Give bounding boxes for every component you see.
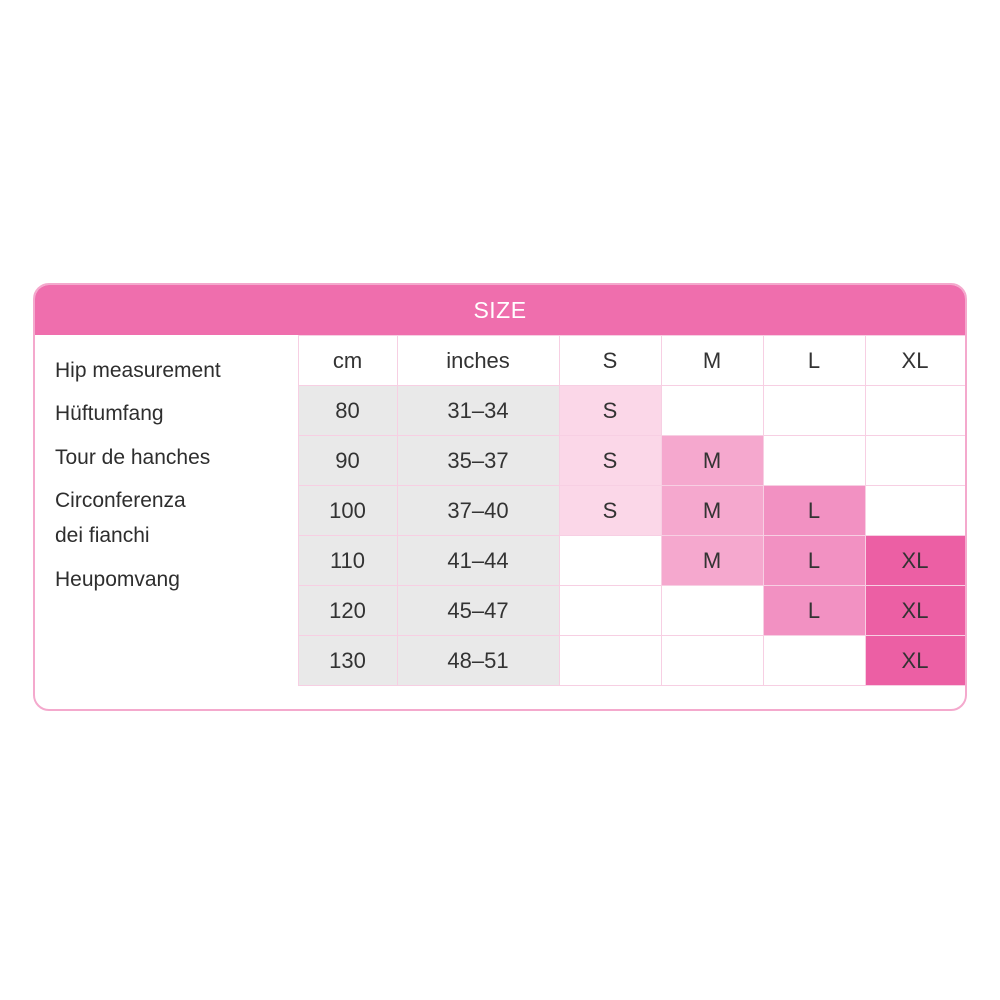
cell-xl: XL bbox=[865, 536, 965, 586]
column-header-s: S bbox=[559, 336, 661, 386]
cell-s: S bbox=[559, 436, 661, 486]
cell-cm: 90 bbox=[298, 436, 397, 486]
cell-xl: XL bbox=[865, 586, 965, 636]
cell-inches: 31–34 bbox=[397, 386, 559, 436]
size-chart-header bbox=[35, 285, 965, 335]
cell-l: L bbox=[763, 586, 865, 636]
label-de: Hüftumfang bbox=[55, 402, 164, 426]
cell-m: M bbox=[661, 536, 763, 586]
cell-m: M bbox=[661, 486, 763, 536]
cell-xl bbox=[865, 486, 965, 536]
size-chart-title: SIZE bbox=[473, 296, 527, 323]
table-header-row bbox=[35, 336, 965, 386]
column-header-l: L bbox=[763, 336, 865, 386]
measurement-labels-cell bbox=[35, 336, 298, 686]
cell-m bbox=[661, 586, 763, 636]
label-en: Hip measurement bbox=[55, 358, 221, 382]
measurement-labels bbox=[35, 336, 298, 598]
cell-s: S bbox=[559, 486, 661, 536]
cell-cm: 110 bbox=[298, 536, 397, 586]
label-it-line2: dei fianchi bbox=[55, 524, 150, 548]
cell-inches: 37–40 bbox=[397, 486, 559, 536]
column-header-xl: XL bbox=[865, 336, 965, 386]
label-fr: Tour de hanches bbox=[55, 445, 211, 469]
cell-xl: XL bbox=[865, 636, 965, 686]
cell-inches: 45–47 bbox=[397, 586, 559, 636]
cell-l bbox=[763, 386, 865, 436]
cell-s bbox=[559, 586, 661, 636]
label-it-line1: Circonferenza bbox=[55, 489, 186, 513]
column-header-m: M bbox=[661, 336, 763, 386]
label-nl: Heupomvang bbox=[55, 567, 180, 591]
cell-xl bbox=[865, 386, 965, 436]
cell-m bbox=[661, 636, 763, 686]
cell-cm: 130 bbox=[298, 636, 397, 686]
cell-s bbox=[559, 536, 661, 586]
cell-l bbox=[763, 436, 865, 486]
cell-s: S bbox=[559, 386, 661, 436]
size-chart-table bbox=[35, 335, 966, 686]
size-chart-card bbox=[33, 283, 967, 711]
cell-cm: 80 bbox=[298, 386, 397, 436]
cell-l: L bbox=[763, 486, 865, 536]
cell-l bbox=[763, 636, 865, 686]
cell-m bbox=[661, 386, 763, 436]
cell-inches: 35–37 bbox=[397, 436, 559, 486]
cell-cm: 120 bbox=[298, 586, 397, 636]
cell-inches: 48–51 bbox=[397, 636, 559, 686]
cell-cm: 100 bbox=[298, 486, 397, 536]
cell-m: M bbox=[661, 436, 763, 486]
cell-xl bbox=[865, 436, 965, 486]
cell-l: L bbox=[763, 536, 865, 586]
column-header-cm: cm bbox=[298, 336, 397, 386]
column-header-inches: inches bbox=[397, 336, 559, 386]
cell-s bbox=[559, 636, 661, 686]
cell-inches: 41–44 bbox=[397, 536, 559, 586]
